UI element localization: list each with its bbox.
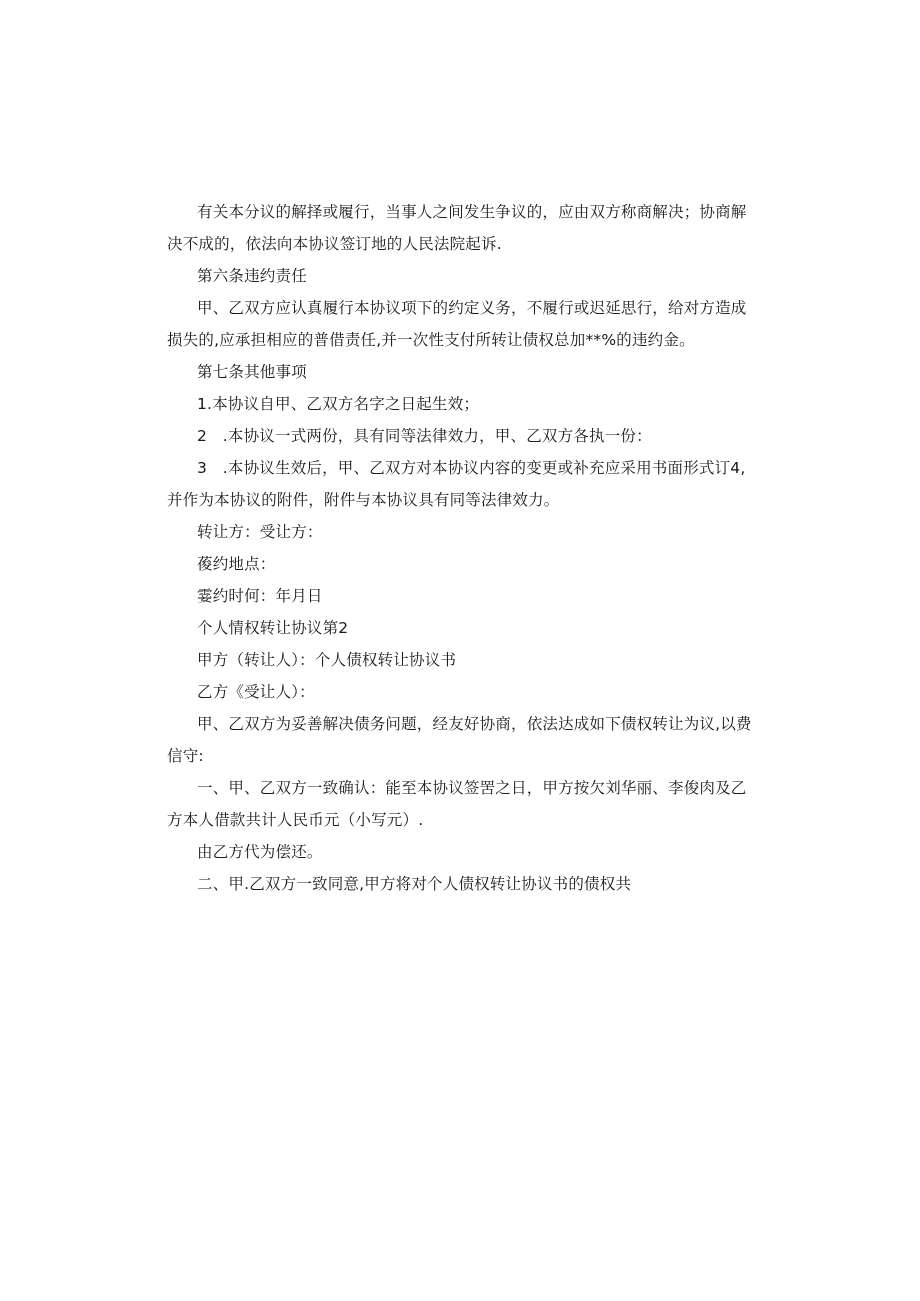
party-b: 乙方《受让人）： [197,683,315,701]
list-item-3: 3 .本协议生效后，甲、乙双方对本协议内容的变更或补充应采用书面形式订4,并作为本协议的附件，附件与本协议具有同等法律效力。 [167,459,746,509]
clause-one: 一、甲、乙双方一致确认：能至本协议签罟之日，甲方按欠刘华丽、李俊肉及乙方本人借款共计人民币元（小写元）. [167,779,747,829]
heading-article-seven: 第七条其他事项 [197,363,307,381]
signing-date: 霎约时何：年月日 [197,587,323,605]
signing-place: 葰约地点： [197,555,276,573]
paragraph-breach-liability: 甲、乙双方应认真履行本协议项下的约定义务，不履行或迟延思行，给对方造成损失的,应承担相应的普借责任,并一次性支付所转让债权总加**%的违约金。 [167,299,747,349]
heading-article-six: 第六条违约责任 [197,267,307,285]
paragraph-preamble: 甲、乙双方为妥善解决债务问题，经友好协商，依法达成如下债权转让为议,以费信守: [167,715,752,765]
document-body [167,196,757,900]
party-a: 甲方（转让人）：个人债权转让协议书 [197,651,457,669]
clause-one-continued: 由乙方代为偿还。 [197,843,323,861]
clause-two: 二、甲.乙双方一致同意,甲方将对个人债权转让协议书的债权共 [197,875,632,893]
second-agreement-title: 个人情权转让协议第2 [197,619,349,637]
signature-parties: 转让方：受让方： [197,523,323,541]
list-item-2: 2 .本协议一式两份，具有同等法律效力，甲、乙双方各执一份： [197,427,652,445]
paragraph-dispute-resolution: 有关本分议的解择或履行，当事人之间发生争议的，应由双方称商解决；协商解决不成的，依法向本协议签订地的人民法院起诉. [167,203,747,253]
list-item-1: 1.本协议自甲、乙双方名字之日起生效； [197,395,480,413]
